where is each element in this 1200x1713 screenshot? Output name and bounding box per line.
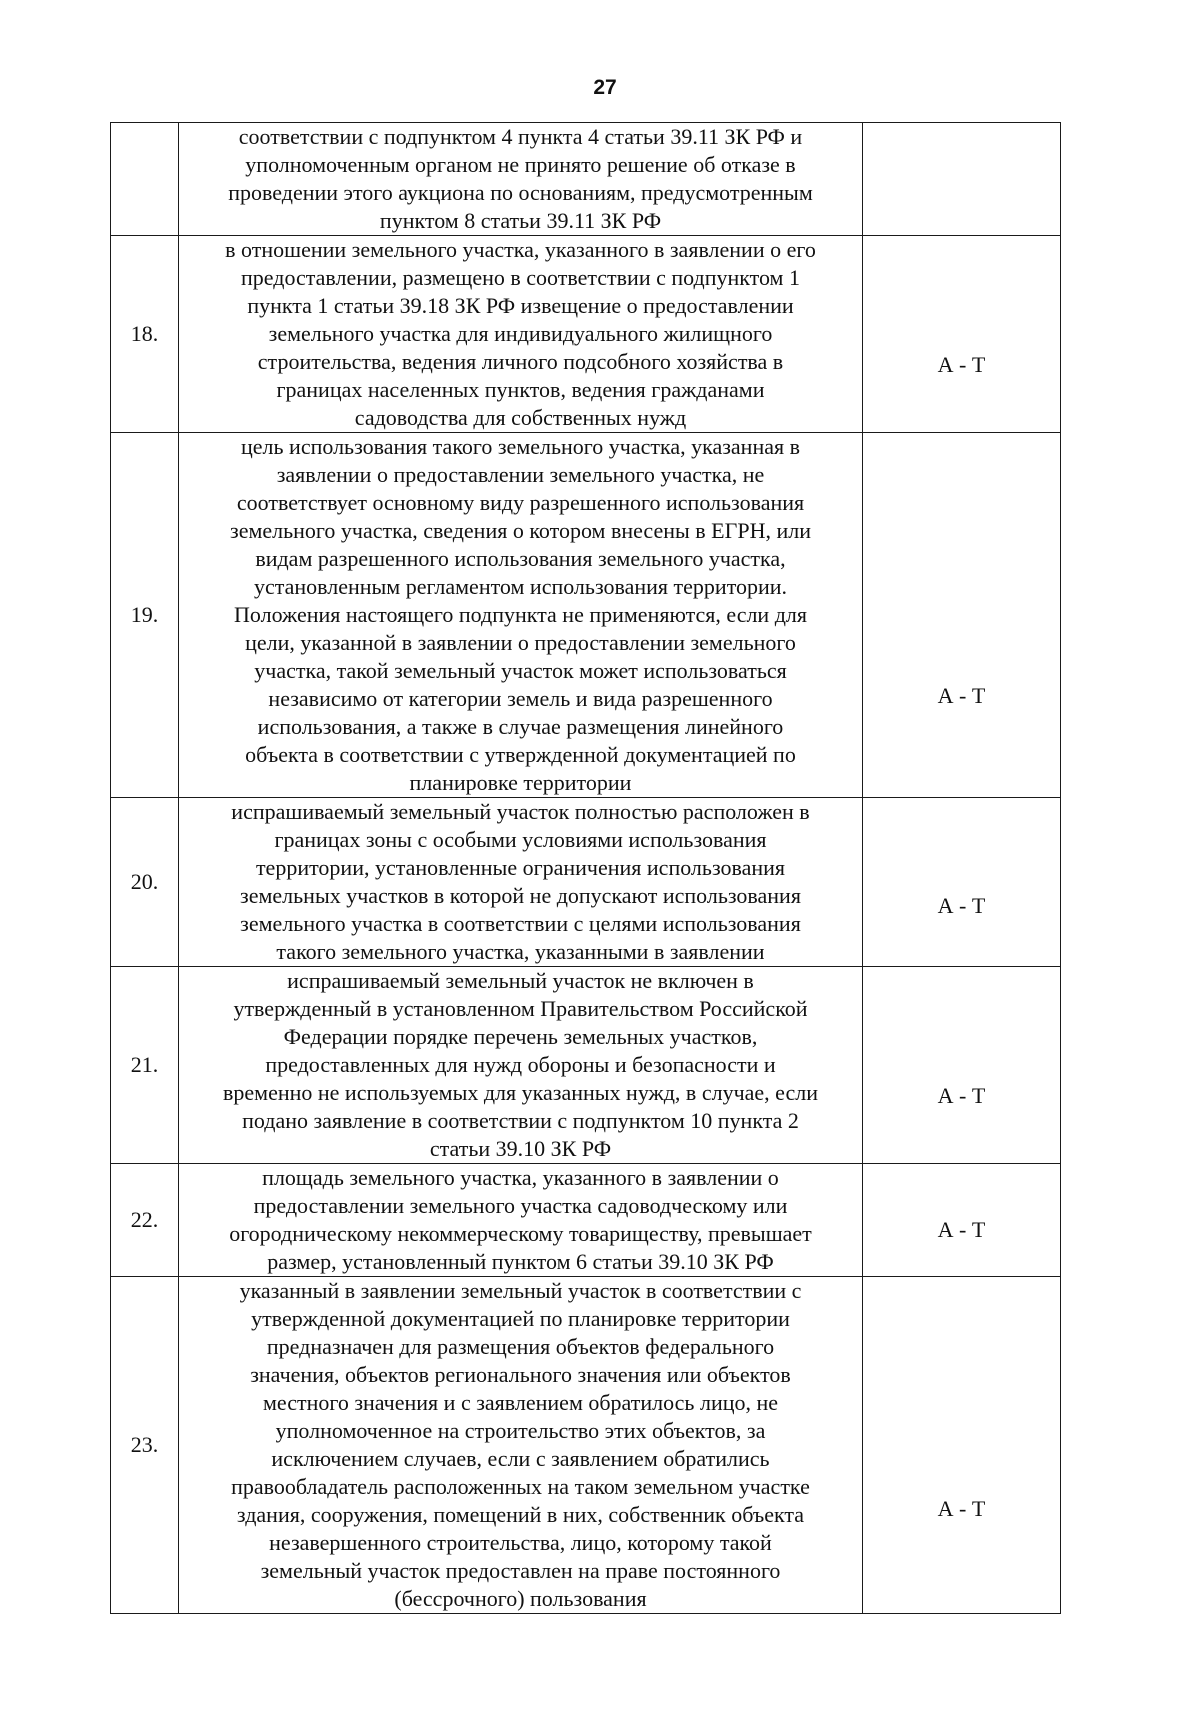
description-line: территории, установленные ограничения использования — [255, 855, 786, 880]
description-line: строительства, ведения личного подсобного хозяйства в — [257, 349, 784, 374]
row-code: А - Т — [937, 1217, 986, 1242]
table-row — [111, 798, 1061, 967]
description-line: статьи 39.10 ЗК РФ — [429, 1136, 612, 1161]
table-body — [111, 123, 1061, 1614]
row-number: 18. — [111, 236, 179, 433]
description-line: испрашиваемый земельный участок полностью расположен в — [231, 799, 810, 824]
row-number: 21. — [111, 967, 179, 1164]
description-line: предоставлении, размещено в соответствии с подпунктом 1 — [241, 265, 800, 290]
description-line: соответствует основному виду разрешенного использования — [236, 490, 805, 515]
description-line: незавершенного строительства, лицо, которому такой — [269, 1530, 772, 1555]
description-line: пункта 1 статьи 39.18 ЗК РФ извещение о предоставлении — [247, 293, 794, 318]
description-line: (бессрочного) пользования — [394, 1586, 647, 1611]
description-line: здания, сооружения, помещений в них, собственник объекта — [236, 1502, 805, 1527]
description-line: значения, объектов регионального значения или объектов — [250, 1362, 791, 1387]
description-line: местного значения и с заявлением обратилось лицо, не — [262, 1390, 779, 1415]
table-row — [111, 433, 1061, 798]
row-description — [179, 123, 863, 236]
description-line: такого земельного участка, указанными в заявлении — [276, 939, 765, 964]
row-description — [179, 236, 863, 433]
row-code-cell — [863, 433, 1061, 798]
description-line: пунктом 8 статьи 39.11 ЗК РФ — [379, 208, 662, 233]
row-number: 20. — [111, 798, 179, 967]
description-line: земельных участков в которой не допускают использования — [240, 883, 801, 908]
description-line: земельный участок предоставлен на праве постоянного — [260, 1558, 781, 1583]
row-description — [179, 1277, 863, 1614]
row-description — [179, 433, 863, 798]
description-line: проведении этого аукциона по основаниям, предусмотренным — [228, 180, 813, 205]
description-line: подано заявление в соответствии с подпунктом 10 пункта 2 — [242, 1108, 799, 1133]
description-line: цели, указанной в заявлении о предоставлении земельного — [245, 630, 796, 655]
description-line: временно не используемых для указанных нужд, в случае, если — [223, 1080, 818, 1105]
description-line: утвержденной документацией по планировке территории — [251, 1306, 790, 1331]
description-line: участка, такой земельный участок может использоваться — [254, 658, 787, 683]
table-row — [111, 236, 1061, 433]
row-code-cell — [863, 798, 1061, 967]
description-line: установленным регламентом использования территории. — [253, 574, 788, 599]
description-line: правообладатель расположенных на таком земельном участке — [231, 1474, 810, 1499]
description-line: земельного участка в соответствии с целями использования — [240, 911, 801, 936]
row-number: 23. — [111, 1277, 179, 1614]
row-code: А - Т — [937, 1496, 986, 1521]
row-code: А - Т — [937, 1083, 986, 1108]
description-line: границах зоны с особыми условиями использования — [274, 827, 767, 852]
table-row — [111, 1164, 1061, 1277]
table-row — [111, 123, 1061, 236]
description-line: соответствии с подпунктом 4 пункта 4 статьи 39.11 ЗК РФ и — [238, 124, 803, 149]
description-line: заявлении о предоставлении земельного участка, не — [276, 462, 765, 487]
row-number — [111, 123, 179, 236]
description-line: утвержденный в установленном Правительством Российской — [233, 996, 808, 1021]
description-line: цель использования такого земельного участка, указанная в — [241, 434, 800, 459]
description-line: в отношении земельного участка, указанного в заявлении о его — [225, 237, 816, 262]
description-line: независимо от категории земель и вида разрешенного — [268, 686, 773, 711]
row-code-cell — [863, 236, 1061, 433]
row-code: А - Т — [937, 893, 986, 918]
document-table — [110, 122, 1061, 1614]
row-number: 19. — [111, 433, 179, 798]
description-line: площадь земельного участка, указанного в заявлении о — [262, 1165, 779, 1190]
row-description — [179, 798, 863, 967]
description-line: земельного участка для индивидуального жилищного — [268, 321, 773, 346]
description-line: границах населенных пунктов, ведения гражданами — [276, 377, 765, 402]
row-code-cell — [863, 1277, 1061, 1614]
row-code-cell — [863, 1164, 1061, 1277]
description-line: предоставленных для нужд обороны и безопасности и — [265, 1052, 776, 1077]
row-code-cell — [863, 967, 1061, 1164]
table-row — [111, 1277, 1061, 1614]
description-line: предназначен для размещения объектов федерального — [266, 1334, 775, 1359]
description-line: видам разрешенного использования земельного участка, — [255, 546, 786, 571]
description-line: садоводства для собственных нужд — [354, 405, 687, 430]
description-line: уполномоченное на строительство этих объектов, за — [275, 1418, 766, 1443]
table-row — [111, 967, 1061, 1164]
row-number: 22. — [111, 1164, 179, 1277]
description-line: испрашиваемый земельный участок не включен в — [287, 968, 754, 993]
row-description — [179, 967, 863, 1164]
description-line: размер, установленный пунктом 6 статьи 39.10 ЗК РФ — [267, 1249, 774, 1274]
description-line: исключением случаев, если с заявлением обратились — [271, 1446, 770, 1471]
row-code: А - Т — [937, 683, 986, 708]
description-line: планировке территории — [409, 770, 632, 795]
description-line: земельного участка, сведения о котором внесены в ЕГРН, или — [230, 518, 811, 543]
description-line: Федерации порядке перечень земельных участков, — [283, 1024, 758, 1049]
row-code: А - Т — [937, 352, 986, 377]
description-line: объекта в соответствии с утвержденной документацией по — [245, 742, 796, 767]
description-line: указанный в заявлении земельный участок в соответствии с — [239, 1278, 802, 1303]
description-line: предоставлении земельного участка садоводческому или — [253, 1193, 788, 1218]
row-description — [179, 1164, 863, 1277]
page-number: 27 — [593, 76, 617, 99]
row-code-cell — [863, 123, 1061, 236]
description-line: использования, а также в случае размещения линейного — [257, 714, 784, 739]
description-line: уполномоченным органом не принято решение об отказе в — [245, 152, 796, 177]
description-line: огородническому некоммерческому товариществу, превышает — [229, 1221, 812, 1246]
description-line: Положения настоящего подпункта не применяются, если для — [234, 602, 807, 627]
